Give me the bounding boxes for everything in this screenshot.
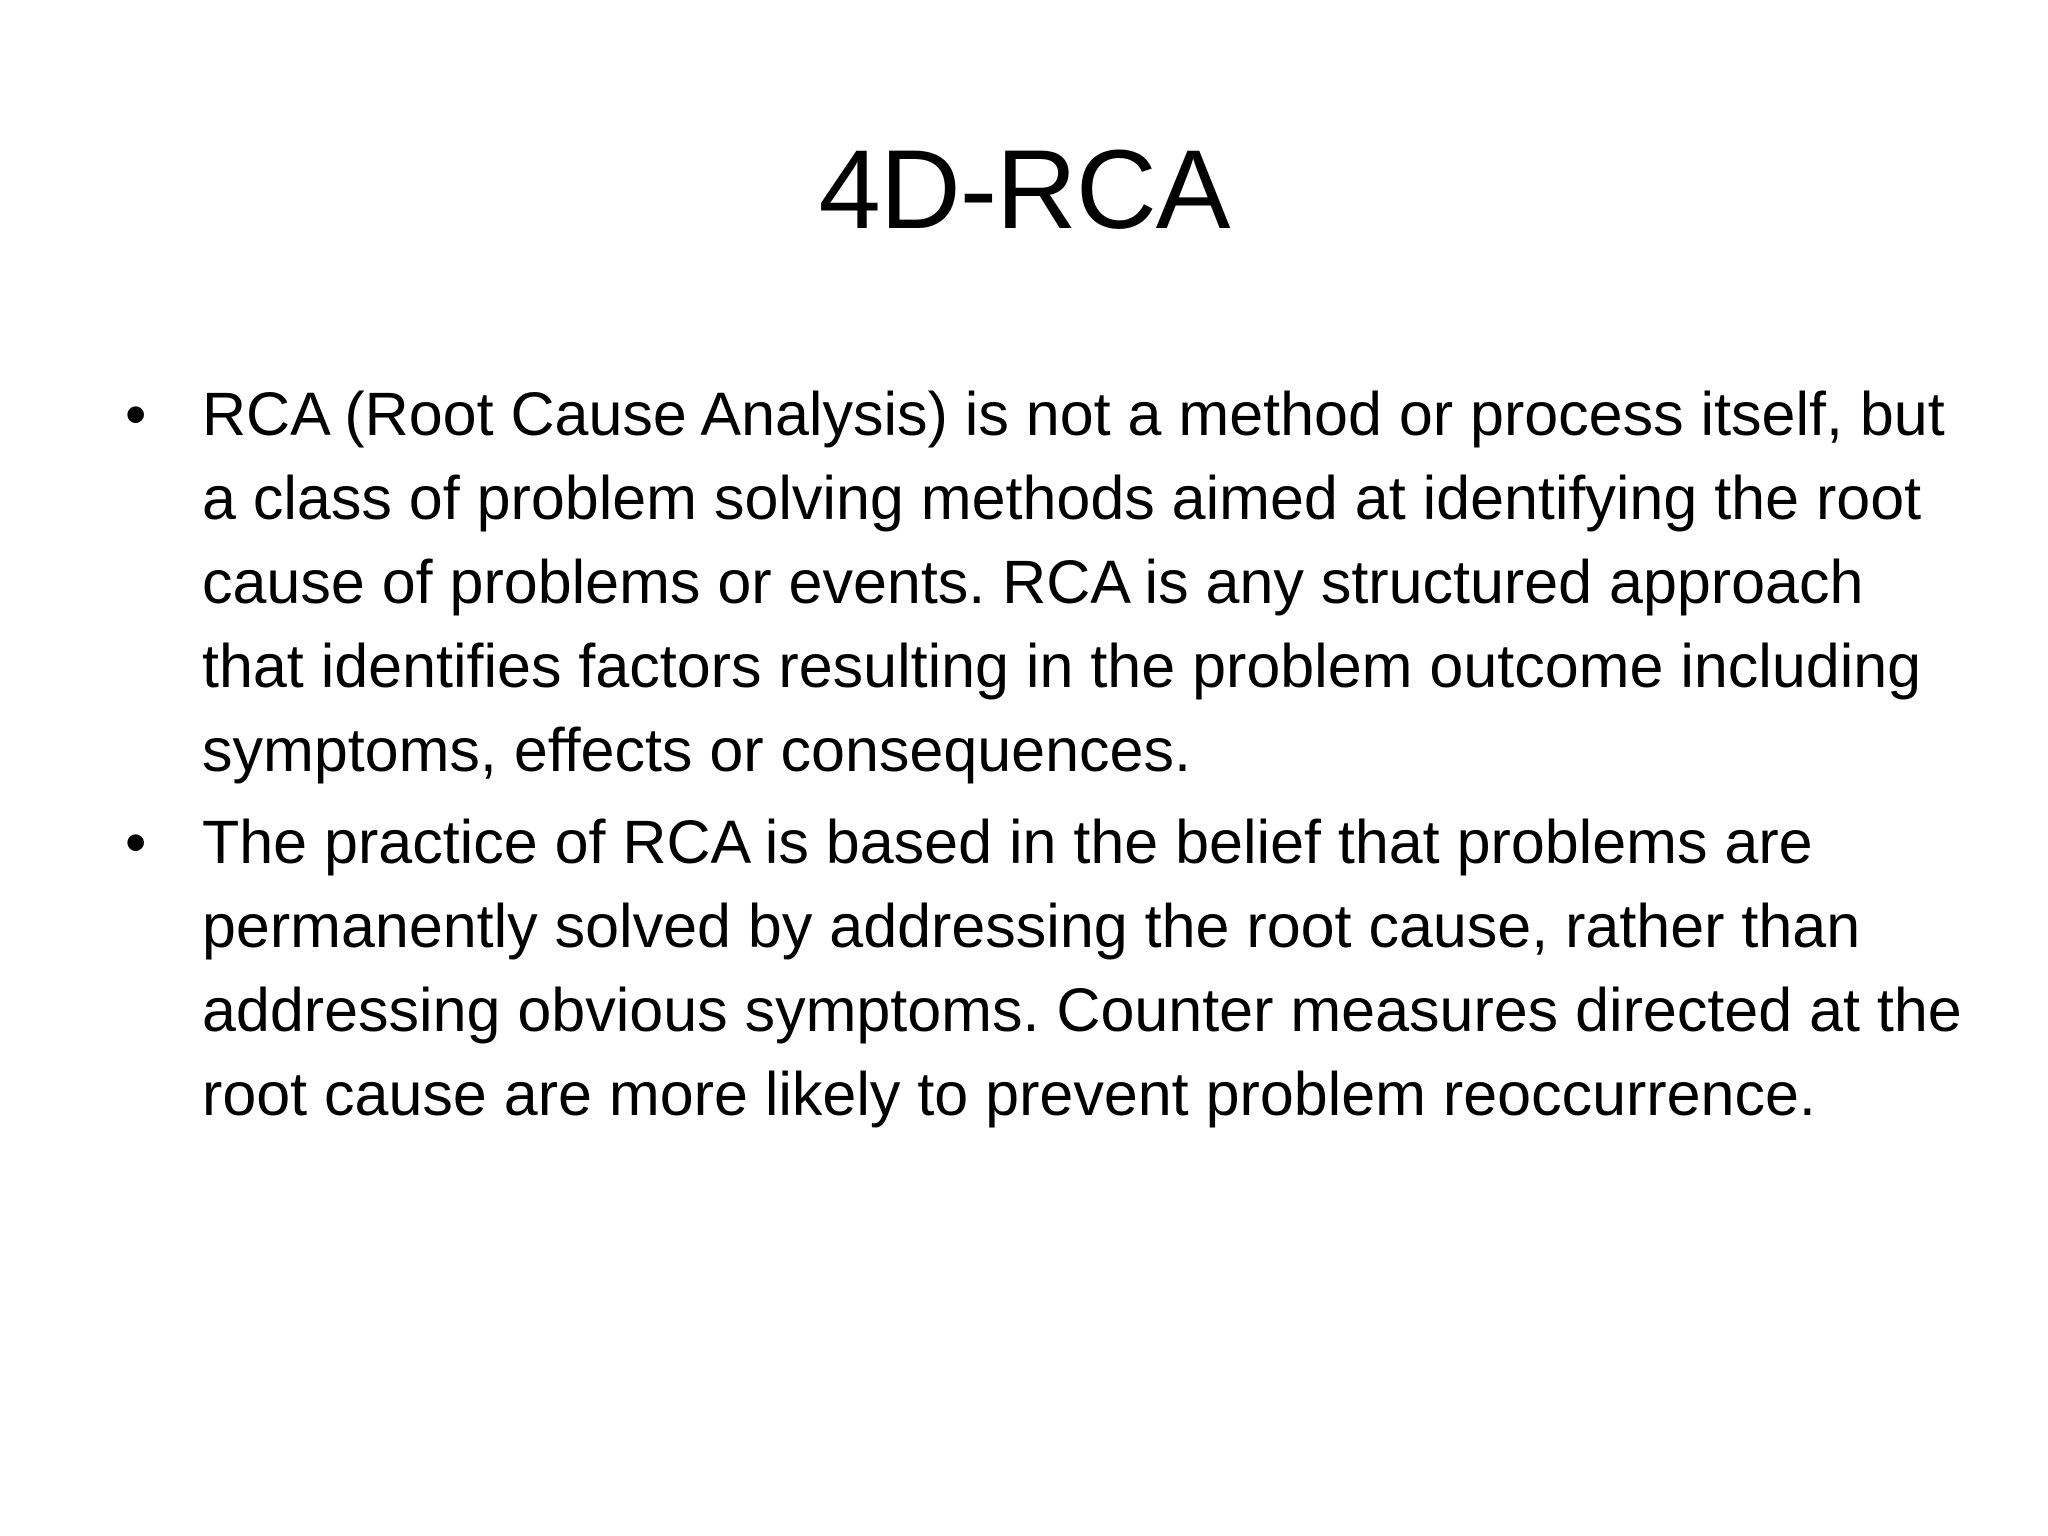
bullet-text: RCA (Root Cause Analysis) is not a method or process itself, but a class of problem solving methods aimed at identifying the root cause of problems or events. RCA is any structured approach that identifies factors resulting in the problem outcome including symptoms, effects or consequences. [202, 380, 1945, 784]
slide-title: 4D-RCA [818, 127, 1230, 252]
bullet-dot-icon: • [125, 808, 147, 876]
bullet-item [125, 800, 1965, 1136]
bullet-list [125, 372, 1965, 1144]
bullet-item [125, 372, 1965, 792]
bullet-text: The practice of RCA is based in the belief that problems are permanently solved by addressing the root cause, rather than addressing obvious symptoms. Counter measures directed at the root cause are more likely to prevent problem reoccurrence. [202, 808, 1962, 1128]
bullet-dot-icon: • [125, 380, 147, 448]
